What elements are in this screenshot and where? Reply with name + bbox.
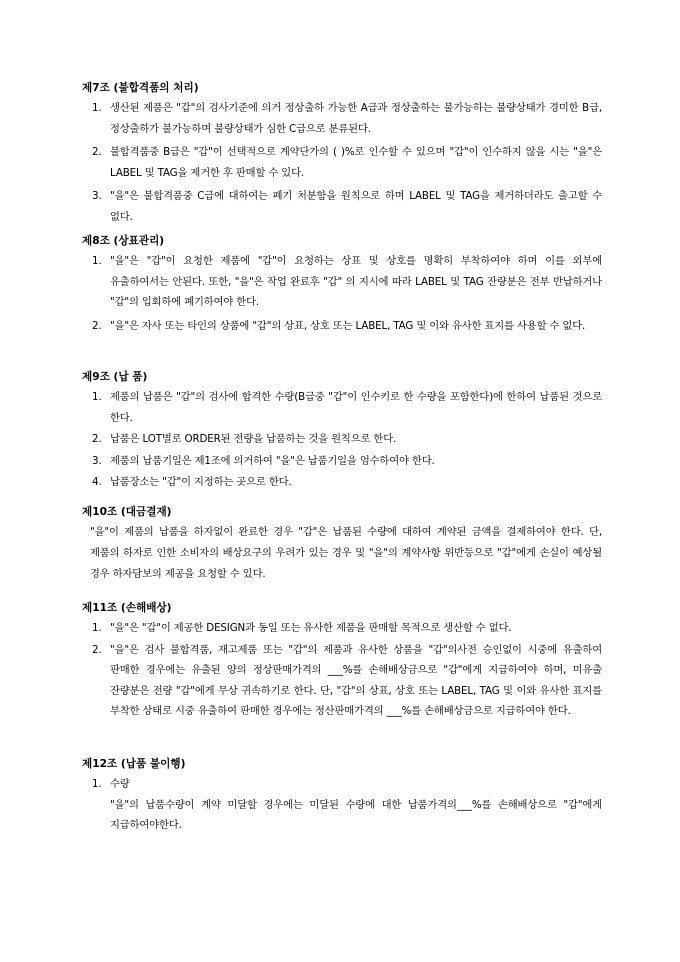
list-item — [82, 387, 602, 428]
item-number: 1. — [92, 622, 102, 634]
item-text: 납품은 LOT별로 ORDER된 전량을 납품하는 것을 원칙으로 한다. — [110, 433, 397, 445]
list-item — [82, 186, 602, 227]
article-7 — [82, 81, 602, 227]
article-paragraph: "을"이 제품의 납품을 하자없이 완료한 경우 "갑"은 납품된 수량에 대하여 계약된 금액을 결제하여야 한다. 단, 제품의 하자로 인한 소비자의 배상요구의 우려가 있는 경우 및 "을"의 계약사항 위반등으로 "갑"에게 손실이 예상될 경우 하자담보의 제공을 요청할 수 있다. — [90, 526, 602, 580]
item-number: 2. — [92, 146, 102, 158]
item-text: "을"은 자사 또는 타인의 상품에 "갑"의 상표, 상호 또는 LABEL, TAG 및 이와 유사한 표지를 사용할 수 없다. — [110, 319, 586, 332]
item-number: 1. — [92, 778, 102, 790]
article-heading: 제11조 (손해배상) — [82, 602, 172, 614]
item-number: 3. — [92, 454, 102, 467]
item-text: 제품의 납품은 "갑"의 검사에 합격한 수량(B급중 "갑"이 인수키로 한 수량을 포함한다)에 한하여 납품된 것으로 한다. — [110, 391, 602, 424]
item-number: 1. — [92, 102, 102, 114]
list-item — [82, 618, 602, 639]
item-number: 2. — [92, 643, 102, 656]
item-text: "을"은 "갑"이 요청한 제품에 "갑"이 요청하는 상표 및 상호를 명확히 부착하여야 하며 이를 외부에 유출하여서는 안된다. 또한, "을"은 작업 완료후 "갑" 의 지시에 따라 LABEL 및 TAG 잔량분은 전부 반납하거나 "갑"의 입회하에 폐기하여야 한다. — [110, 255, 602, 308]
item-subtext: "을"의 납품수량이 계약 미달할 경우에는 미달된 수량에 대한 납품가격의___%를 손해배상으로 "갑"에게 지급하여야한다. — [110, 798, 602, 831]
list-item — [82, 451, 602, 472]
article-heading: 제12조 (납품 불이행) — [82, 758, 186, 770]
item-number: 1. — [92, 391, 102, 403]
item-text: "을"은 불합격품중 C급에 대하여는 폐기 처분함을 원칙으로 하며 LABEL 및 TAG을 제거하더라도 출고할 수 없다. — [110, 190, 602, 223]
list-item — [82, 640, 602, 722]
list-item — [82, 774, 602, 795]
item-text: 생산된 제품은 "갑"의 검사기준에 의거 정상출하 가능한 A급과 정상출하는 불가능하는 불량상태가 경미한 B급, 정상출하가 불가능하며 불량상태가 심한 C급으로 분류된다. — [110, 102, 602, 135]
article-heading: 제7조 (불합격품의 처리) — [82, 82, 199, 94]
item-text: "을"은 "갑"이 제공한 DESIGN과 동일 또는 유사한 제품을 판매할 목적으로 생산할 수 없다. — [110, 622, 512, 634]
article-12 — [82, 757, 602, 836]
item-text: 납품장소는 "갑"이 지정하는 곳으로 한다. — [110, 476, 292, 488]
list-item — [82, 251, 602, 313]
item-text: 불합격품중 B급은 "갑"이 선택적으로 계약단가의 ( )%로 인수할 수 있으며 "갑"이 인수하지 않을 시는 "을"은 LABEL 및 TAG을 제거한 후 판매할 수 있다. — [110, 146, 602, 179]
list-item — [82, 316, 602, 337]
list-item — [82, 142, 602, 183]
article-heading: 제10조 (대금결재) — [82, 506, 172, 518]
item-text: 수량 — [110, 778, 130, 790]
article-heading: 제8조 (상표관리) — [82, 235, 165, 247]
item-text: 제품의 납품기일은 제1조에 의거하여 "을"은 납품기일을 엄수하여야 한다. — [110, 454, 435, 467]
item-number: 2. — [92, 319, 102, 332]
article-8 — [82, 234, 602, 336]
item-number: 1. — [92, 255, 102, 267]
list-item — [82, 429, 602, 450]
article-10 — [82, 505, 602, 585]
article-9 — [82, 370, 602, 493]
article-11 — [82, 601, 602, 722]
item-number: 2. — [92, 433, 102, 445]
list-item — [82, 98, 602, 139]
article-heading: 제9조 (납 품) — [82, 371, 148, 383]
list-item — [82, 472, 602, 493]
item-number: 3. — [92, 190, 102, 202]
item-number: 4. — [92, 476, 102, 488]
item-text: "을"은 검사 불합격품, 재고제품 또는 "갑"의 제품과 유사한 상품을 "갑"의사전 승인없이 시중에 유출하여 판매한 경우에는 유출된 양의 정상판매가격의 ___%를 손해배상금으로 "갑"에게 지급하여야 하며, 미유출 잔량분은 전량 "갑"에게 무상 귀속하기로 한다. 단, "갑"의 상표, 상호 또는 LABEL, TAG 및 이와 유사한 표지를 부착한 상태로 시중 유출하여 판매한 경우에는 정산판매가격의 ___%를 손해배상금으로 지급하여야 한다. — [110, 643, 602, 717]
